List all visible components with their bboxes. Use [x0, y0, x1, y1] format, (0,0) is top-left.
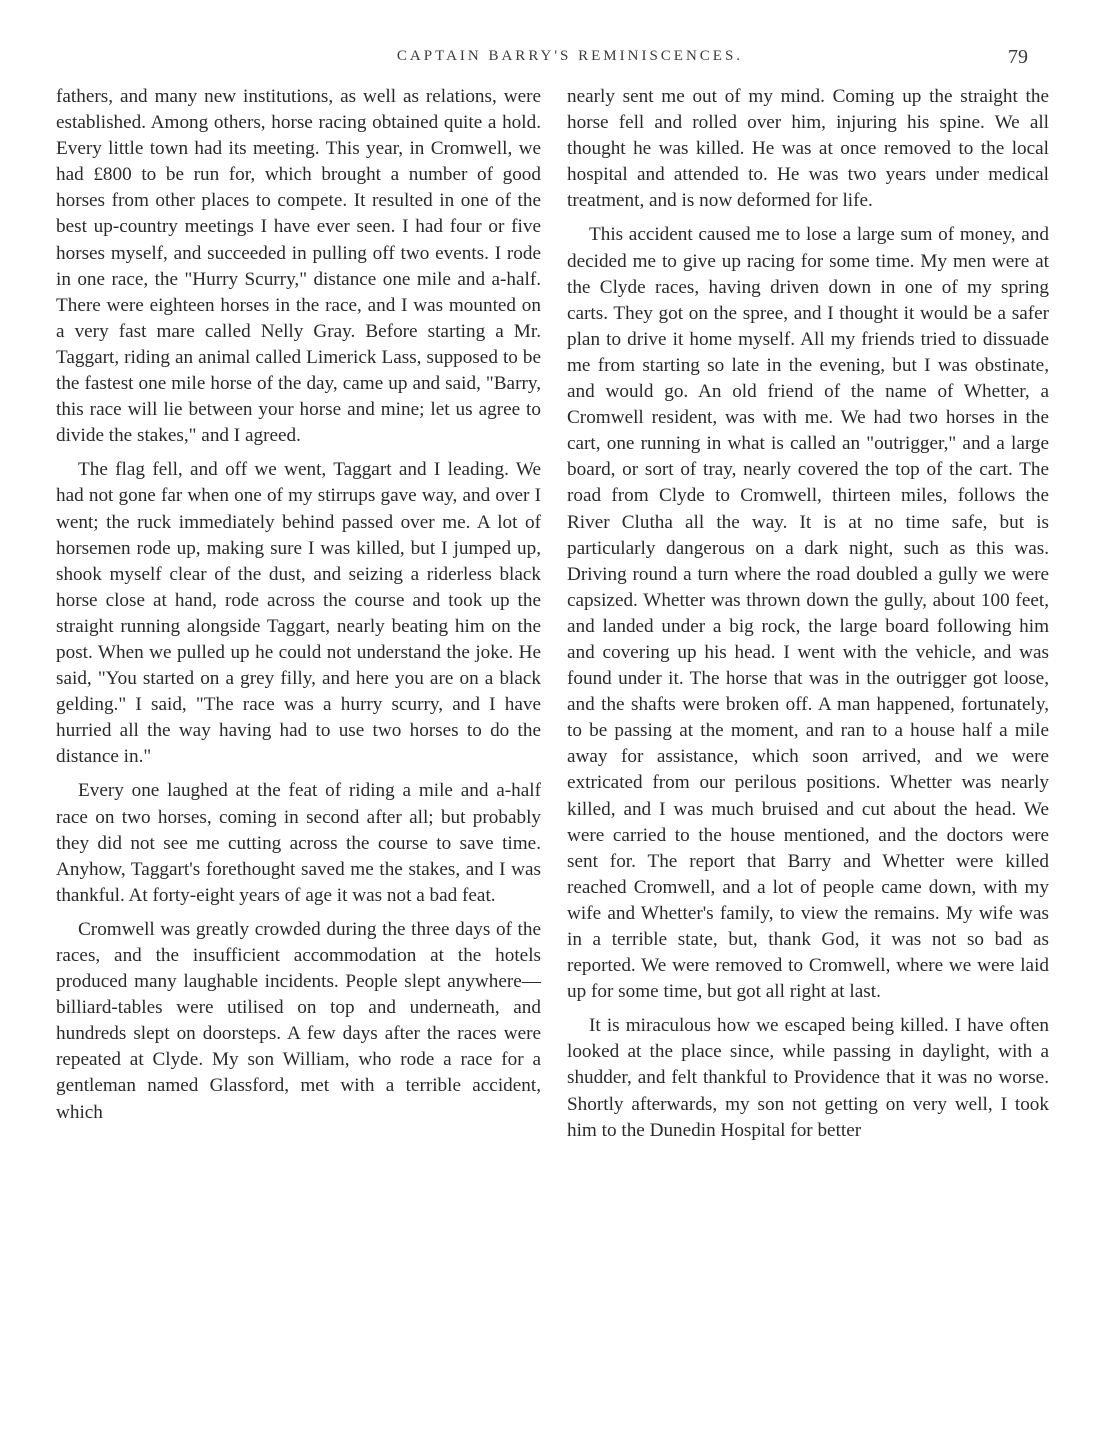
right-column: [567, 84, 1049, 1152]
left-column: [56, 84, 541, 1134]
paragraph: nearly sent me out of my mind. Coming up the straight the horse fell and rolled over him, injuring his spine. We all thought he was killed. He was at once removed to the local hospital and attended to. He was two years under medical treatment, and is now deformed for life.: [567, 86, 1049, 212]
paragraph: This accident caused me to lose a large sum of money, and decided me to give up racing for some time. My men were at the Clyde races, having driven down in one of my spring carts. They got on the spree, and I thought it would be a safer plan to drive it home myself. All my friends tried to dissuade me from starting so late in the evening, but I was obstinate, and would go. An old friend of the name of Whetter, a Cromwell resident, was with me. We had two horses in the cart, one running in what is called an "outrigger," and a large board, or sort of tray, nearly covered the top of the cart. The road from Clyde to Cromwell, thirteen miles, follows the River Clutha all the way. It is at no time safe, but is particularly dangerous on a dark night, such as this was. Driving round a turn where the road doubled a gully we were capsized. Whetter was thrown down the gully, about 100 feet, and landed under a big rock, the large board following him and covering up his head. I went with the vehicle, and was found under it. The horse that was in the outrigger got loose, and the shafts were broken off. A man happened, fortunately, to be passing at the moment, and ran to a house half a mile away for assistance, which soon arrived, and we were extricated from our perilous positions. Whetter was nearly killed, and I was much bruised and cut about the head. We were carried to the house mentioned, and the doctors were sent for. The report that Barry and Whetter were killed reached Cromwell, and a lot of people came down, with my wife and Whetter's family, to view the remains. My wife was in a terrible state, but, thank God, it was not so bad as reported. We were removed to Cromwell, where we were laid up for some time, but got all right at last.: [567, 224, 1049, 1003]
page-number: 79: [1008, 46, 1028, 68]
paragraph: The flag fell, and off we went, Taggart and I leading. We had not gone far when one of my stirrups gave way, and over I went; the ruck immediately behind passed over me. A lot of horsemen rode up, making sure I was killed, but I jumped up, shook myself clear of the dust, and seizing a riderless black horse close at hand, rode across the course and took up the straight running alongside Taggart, nearly beating him on the post. When we pulled up he could not understand the joke. He said, "You started on a grey filly, and here you are on a black gelding." I said, "The race was a hurry scurry, and I have hurried all the way having had to use two horses to do the distance in.": [56, 459, 541, 768]
paragraph: Cromwell was greatly crowded during the three days of the races, and the insufficient accommodation at the hotels produced many laughable incidents. People slept anywhere—billiard-tables were utilised on top and underneath, and hundreds slept on doorsteps. A few days after the races were repeated at Clyde. My son William, who rode a race for a gentleman named Glassford, met with a terrible accident, which: [56, 918, 541, 1123]
running-title: CAPTAIN BARRY'S REMINISCENCES.: [396, 48, 744, 64]
paragraph: fathers, and many new institutions, as well as relations, were established. Among others, horse racing obtained quite a hold. Every little town had its meeting. This year, in Cromwell, we had £800 to be run for, which brought a number of good horses from other places to compete. It resulted in one of the best up-country meetings I have ever seen. I had four or five horses myself, and succeeded in pulling off two events. I rode in one race, the "Hurry Scurry," distance one mile and a-half. There were eighteen horses in the race, and I was mounted on a very fast mare called Nelly Gray. Before starting a Mr. Taggart, riding an animal called Limerick Lass, supposed to be the fastest one mile horse of the day, came up and said, "Barry, this race will lie between your horse and mine; let us agree to divide the stakes," and I agreed.: [56, 86, 541, 447]
running-head: [0, 48, 1114, 72]
paragraph: It is miraculous how we escaped being killed. I have often looked at the place since, while passing in daylight, with a shudder, and felt thankful to Providence that it was no worse. Shortly afterwards, my son not getting on very well, I took him to the Dunedin Hospital for better: [567, 1015, 1049, 1141]
paragraph: Every one laughed at the feat of riding a mile and a-half race on two horses, coming in second after all; but probably they did not see me cutting across the course to save time. Anyhow, Taggart's forethought saved me the stakes, and I was thankful. At forty-eight years of age it was not a bad feat.: [56, 780, 541, 906]
